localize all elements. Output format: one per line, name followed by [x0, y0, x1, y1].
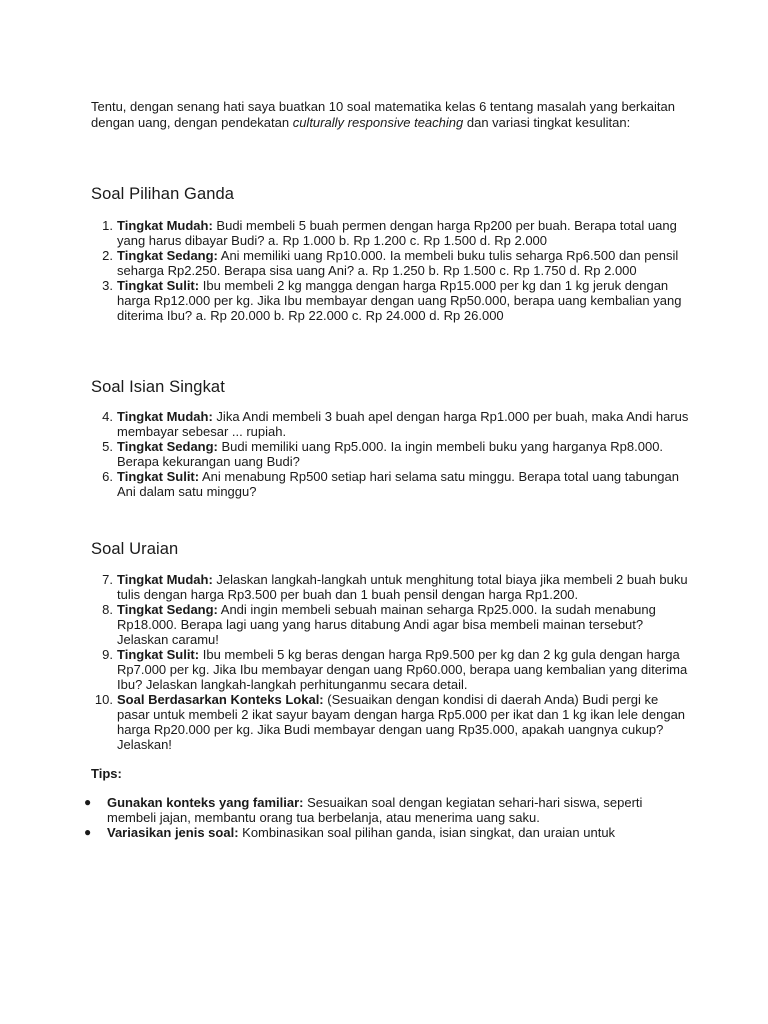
question-text: Ani menabung Rp500 setiap hari selama satu minggu. Berapa total uang tabungan Ani dalam satu minggu? [117, 469, 679, 499]
question-text: (Sesuaikan dengan kondisi di daerah Anda) Budi pergi ke pasar untuk membeli 2 ikat sayur bayam dengan harga Rp5.000 per ikat dan 1 kg ikan lele dengan harga Rp20.000 per kg. Jika Budi membayar dengan uang Rp35.000, apakah uangnya cukup? Jelaskan! [117, 692, 686, 752]
question-number: 8. [102, 602, 113, 617]
tip-label: Gunakan konteks yang familiar: [107, 795, 304, 810]
question-number: 5. [102, 439, 113, 454]
question-number: 2. [102, 248, 113, 263]
question-text: Andi ingin membeli sebuah mainan seharga Rp25.000. Ia sudah menabung Rp18.000. Berapa lagi uang yang harus ditabung Andi agar bisa membeli mainan tersebut? Jelaskan caramu! [117, 602, 656, 647]
difficulty-label: Tingkat Mudah: [117, 218, 213, 233]
difficulty-label: Tingkat Sedang: [117, 248, 218, 263]
question-item [91, 439, 691, 469]
difficulty-label: Tingkat Mudah: [117, 572, 213, 587]
section-heading-short-answer: Soal Isian Singkat [91, 378, 225, 396]
tip-text: Kombinasikan soal pilihan ganda, isian singkat, dan uraian untuk [238, 825, 616, 840]
question-number: 4. [102, 409, 113, 424]
question-text: Jelaskan langkah-langkah untuk menghitung total biaya jika membeli 2 buah buku tulis dengan harga Rp3.500 per buah dan 1 buah pensil dengan harga Rp1.200. [117, 572, 688, 602]
tip-item [84, 795, 684, 825]
difficulty-label: Tingkat Sedang: [117, 439, 218, 454]
question-list-essay [91, 572, 691, 752]
difficulty-label: Tingkat Sulit: [117, 278, 200, 293]
tip-item [84, 825, 684, 840]
question-text: Jika Andi membeli 3 buah apel dengan harga Rp1.000 per buah, maka Andi harus membayar sebesar ... rupiah. [117, 409, 689, 439]
difficulty-label: Soal Berdasarkan Konteks Lokal: [117, 692, 324, 707]
intro-text: Tentu, dengan senang hati saya buatkan 10 soal matematika kelas 6 tentang masalah yang berkaitan dengan uang, dengan pendekatan [91, 99, 675, 130]
question-item [91, 572, 691, 602]
question-list-short-answer [91, 409, 691, 499]
question-text: Ani memiliki uang Rp10.000. Ia membeli buku tulis seharga Rp6.500 dan pensil seharga Rp2.250. Berapa sisa uang Ani? a. Rp 1.250 b. Rp 1.500 c. Rp 1.750 d. Rp 2.000 [117, 248, 679, 278]
section-heading-multiple-choice: Soal Pilihan Ganda [91, 185, 235, 203]
intro-text-end: dan variasi tingkat kesulitan: [463, 114, 631, 130]
intro-paragraph [91, 99, 691, 130]
question-number: 1. [102, 218, 113, 233]
section-heading-essay: Soal Uraian [91, 540, 179, 558]
tip-label: Variasikan jenis soal: [107, 825, 239, 840]
question-text: Budi membeli 5 buah permen dengan harga Rp200 per buah. Berapa total uang yang harus dibayar Budi? a. Rp 1.000 b. Rp 1.200 c. Rp 1.500 d. Rp 2.000 [117, 218, 677, 248]
difficulty-label: Tingkat Sulit: [117, 647, 200, 662]
question-item [91, 409, 691, 439]
tips-list [84, 795, 684, 840]
question-item [91, 248, 691, 278]
tips-label: Tips: [91, 766, 122, 781]
tip-text: Sesuaikan soal dengan kegiatan sehari-hari siswa, seperti membeli jajan, membantu orang tua berbelanja, atau menerima uang saku. [107, 795, 643, 825]
question-item [91, 647, 691, 692]
question-item [91, 218, 691, 248]
question-text: Ibu membeli 5 kg beras dengan harga Rp9.500 per kg dan 2 kg gula dengan harga Rp7.000 per kg. Jika Ibu membayar dengan uang Rp60.000, berapa uang kembalian yang diterima Ibu? Jelaskan langkah-langkah perhitunganmu secara detail. [117, 647, 688, 692]
question-item [91, 469, 691, 499]
question-text: Budi memiliki uang Rp5.000. Ia ingin membeli buku yang harganya Rp8.000. Berapa kekurangan uang Budi? [117, 439, 664, 469]
question-list-multiple-choice [91, 218, 691, 323]
question-item [91, 692, 691, 752]
intro-emphasis: culturally responsive teaching [292, 114, 464, 130]
question-item [91, 602, 691, 647]
difficulty-label: Tingkat Sedang: [117, 602, 218, 617]
question-text: Ibu membeli 2 kg mangga dengan harga Rp15.000 per kg dan 1 kg jeruk dengan harga Rp12.000 per kg. Jika Ibu membayar dengan uang Rp50.000, berapa uang kembalian yang diterima Ibu? a. Rp 20.000 b. Rp 22.000 c. Rp 24.000 d. Rp 26.000 [117, 278, 682, 323]
bullet-icon: ● [84, 825, 92, 839]
question-number: 3. [102, 278, 113, 293]
question-number: 7. [102, 572, 113, 587]
difficulty-label: Tingkat Sulit: [117, 469, 200, 484]
difficulty-label: Tingkat Mudah: [117, 409, 213, 424]
question-number: 10. [94, 692, 113, 707]
question-item [91, 278, 691, 323]
bullet-icon: ● [84, 795, 92, 809]
question-number: 9. [102, 647, 113, 662]
question-number: 6. [102, 469, 113, 484]
